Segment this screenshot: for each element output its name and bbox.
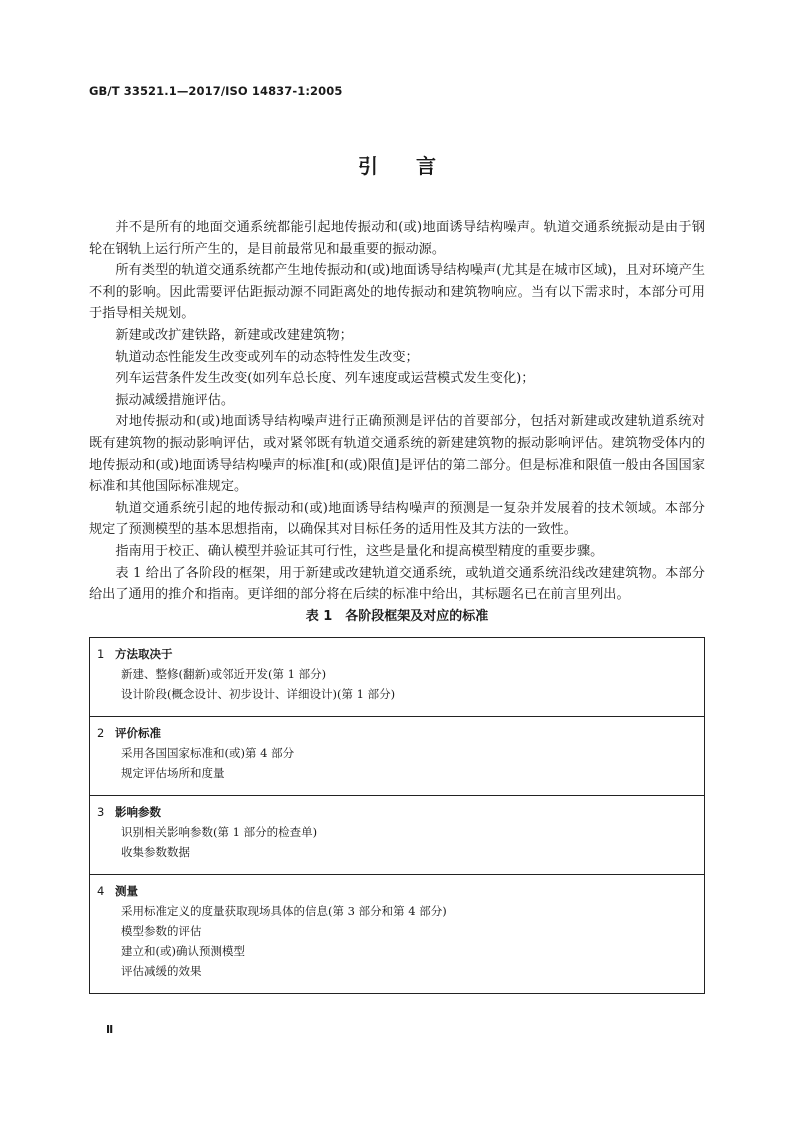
section-heading <box>90 802 704 822</box>
table-section-1 <box>90 638 704 717</box>
paragraph: 振动减缓措施评估。 <box>115 392 235 408</box>
paragraph: 新建或改扩建铁路，新建或改建建筑物； <box>115 327 353 343</box>
section-item: 设计阶段(概念设计、初步设计、详细设计)(第 1 部分) <box>121 687 396 701</box>
section-number: 4 <box>97 884 105 898</box>
paragraph: 指南用于校正、确认模型并验证其可行性，这些是量化和提高模型精度的重要步骤。 <box>115 543 604 559</box>
paragraph: 表 1 给出了各阶段的框架，用于新建或改建轨道交通系统，或轨道交通系统沿线改建建筑物。本部分给出了通用的推介和指南。更详细的部分将在后续的标准中给出，其标题名已在前言里列出。 <box>89 565 705 603</box>
section-item: 新建、整修(翻新)或邻近开发(第 1 部分) <box>121 667 327 681</box>
section-number: 1 <box>97 647 105 661</box>
title-char-1: 引 <box>358 154 378 178</box>
introduction-body <box>89 217 705 606</box>
table-section-3 <box>90 796 704 875</box>
section-item: 模型参数的评估 <box>121 924 202 938</box>
section-number: 2 <box>97 726 105 740</box>
section-item: 建立和(或)确认预测模型 <box>121 944 245 958</box>
paragraph: 并不是所有的地面交通系统都能引起地传振动和(或)地面诱导结构噪声。轨道交通系统振动是由于钢轮在钢轨上运行所产生的，是目前最常见和最重要的振动源。 <box>89 220 705 257</box>
paragraph: 轨道交通系统引起的地传振动和(或)地面诱导结构噪声的预测是一复杂并发展着的技术领域。本部分规定了预测模型的基本思想指南，以确保其对目标任务的适用性及其方法的一致性。 <box>89 500 705 538</box>
section-title: 评价标准 <box>115 726 161 740</box>
section-heading <box>90 644 704 664</box>
section-heading <box>90 881 704 901</box>
section-item: 收集参数数据 <box>121 845 190 859</box>
section-title: 影响参数 <box>115 805 161 819</box>
page-title <box>0 150 794 179</box>
paragraph: 所有类型的轨道交通系统都产生地传振动和(或)地面诱导结构噪声(尤其是在城市区域)，且对环境产生不利的影响。因此需要评估距振动源不同距离处的地传振动和建筑物响应。当有以下需求时，本部分可用于指导相关规划。 <box>89 263 705 322</box>
section-item: 评估减缓的效果 <box>121 964 202 978</box>
paragraph: 轨道动态性能发生改变或列车的动态特性发生改变； <box>115 349 419 365</box>
section-item: 识别相关影响参数(第 1 部分的检查单) <box>121 825 318 839</box>
title-char-2: 言 <box>416 154 436 178</box>
section-item: 规定评估场所和度量 <box>121 766 225 780</box>
section-item: 采用标准定义的度量获取现场具体的信息(第 3 部分和第 4 部分) <box>121 904 447 918</box>
stages-table <box>89 637 705 994</box>
paragraph: 对地传振动和(或)地面诱导结构噪声进行正确预测是评估的首要部分，包括对新建或改建轨道系统对既有建筑物的振动影响评估，或对紧邻既有轨道交通系统的新建建筑物的振动影响评估。建筑物受体内的地传振动和(或)地面诱导结构噪声的标准[和(或)限值]是评估的第二部分。但是标准和限值一般由各国国家标准和其他国际标准规定。 <box>89 414 705 495</box>
table-section-4 <box>90 875 704 993</box>
section-heading <box>90 723 704 743</box>
table-caption: 表 1 各阶段框架及对应的标准 <box>305 609 489 624</box>
table-section-2 <box>90 717 704 796</box>
section-number: 3 <box>97 805 105 819</box>
section-title: 测量 <box>115 884 138 898</box>
page-number: Ⅱ <box>106 1023 114 1036</box>
section-item: 采用各国国家标准和(或)第 4 部分 <box>121 746 295 760</box>
section-title: 方法取决于 <box>115 647 173 661</box>
paragraph: 列车运营条件发生改变(如列车总长度、列车速度或运营模式发生变化)； <box>115 371 535 387</box>
standard-code-header: GB/T 33521.1—2017/ISO 14837-1:2005 <box>89 84 343 98</box>
